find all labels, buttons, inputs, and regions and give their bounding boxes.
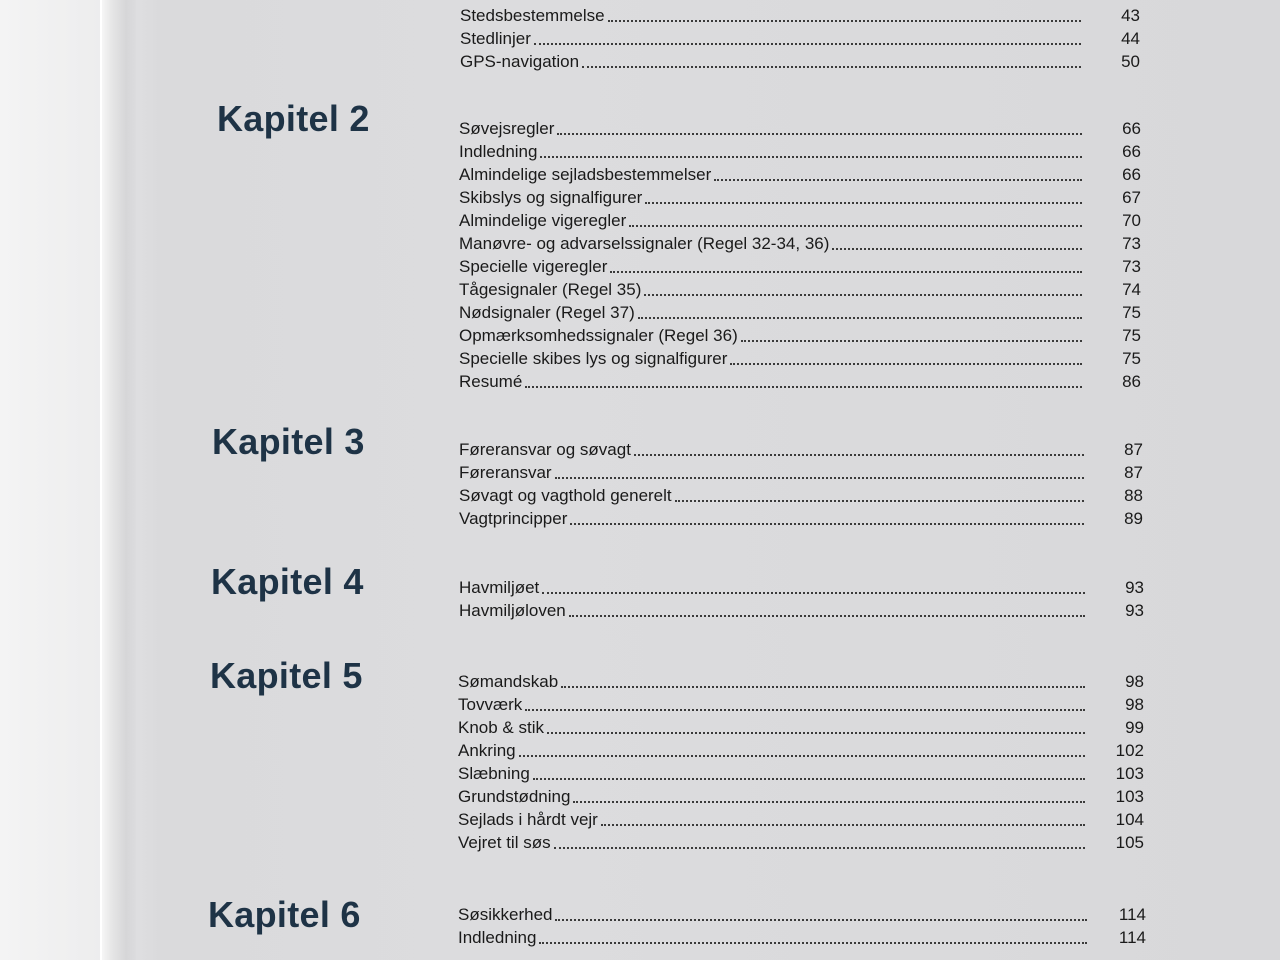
toc-entry-page: 88 — [1124, 486, 1143, 505]
toc-entry — [459, 370, 1141, 392]
toc-entry-page: 66 — [1122, 142, 1141, 161]
toc-entry-page: 75 — [1122, 303, 1141, 322]
toc-entry — [459, 232, 1141, 254]
dot-leader — [561, 686, 1085, 688]
dot-leader — [629, 225, 1082, 227]
toc-entry — [459, 324, 1141, 346]
toc-entry — [458, 926, 1146, 948]
toc-entry-title: Nødsignaler (Regel 37) — [459, 303, 635, 322]
dot-leader — [570, 523, 1084, 525]
toc-entry-page: 70 — [1122, 211, 1141, 230]
toc-entry — [458, 670, 1144, 692]
dot-leader — [638, 317, 1082, 319]
dot-leader — [519, 755, 1085, 757]
toc-entry-page: 93 — [1125, 601, 1144, 620]
toc-entry-title: Havmiljøloven — [459, 601, 566, 620]
toc-entry — [459, 347, 1141, 369]
toc-entry-title: Manøvre- og advarselssignaler (Regel 32-34, 36) — [459, 234, 830, 253]
toc-entry-title: Sejlads i hårdt vejr — [458, 810, 598, 829]
dot-leader — [554, 847, 1085, 849]
toc-entry-page: 98 — [1125, 672, 1144, 691]
toc-entry — [458, 831, 1144, 853]
dot-leader — [714, 179, 1082, 181]
toc-entry-title: Skibslys og signalfigurer — [459, 188, 643, 207]
toc-entry — [460, 27, 1140, 49]
toc-entry-title: Vejret til søs — [458, 833, 551, 852]
dot-leader — [634, 454, 1084, 456]
toc-entry-page: 44 — [1121, 29, 1140, 48]
toc-entry-title: Indledning — [458, 928, 537, 947]
toc-entry — [458, 903, 1146, 925]
toc-entry — [459, 140, 1141, 162]
toc-entry-page: 98 — [1125, 695, 1144, 714]
toc-entry-page: 73 — [1122, 257, 1141, 276]
toc-entry-page: 75 — [1122, 349, 1141, 368]
dot-leader — [730, 363, 1082, 365]
toc-entry — [459, 278, 1141, 300]
toc-entry — [459, 507, 1143, 529]
chapter-heading: Kapitel 2 — [217, 98, 370, 139]
toc-entry-title: Slæbning — [458, 764, 530, 783]
toc-entry-title: Vagtprincipper — [459, 509, 568, 528]
toc-entry-page: 67 — [1122, 188, 1141, 207]
toc-entry-title: Søvagt og vagthold generelt — [459, 486, 672, 505]
toc-entry — [460, 50, 1140, 72]
toc-entry-page: 89 — [1124, 509, 1143, 528]
toc-entry — [458, 785, 1144, 807]
dot-leader — [539, 942, 1087, 944]
toc-entry-title: Stedsbestemmelse — [460, 6, 605, 25]
dot-leader — [582, 66, 1081, 68]
toc-entry-title: Havmiljøet — [459, 578, 540, 597]
toc-entry-title: Føreransvar og søvagt — [459, 440, 631, 459]
toc-entry-page: 103 — [1115, 764, 1144, 783]
dot-leader — [675, 500, 1084, 502]
toc-entry — [459, 209, 1141, 231]
toc-entry-title: Føreransvar — [459, 463, 552, 482]
toc-entry-page: 104 — [1115, 810, 1144, 829]
dot-leader — [601, 824, 1085, 826]
toc-entry — [458, 808, 1144, 830]
toc-entry — [459, 576, 1144, 598]
toc-entry — [459, 461, 1143, 483]
toc-entry-title: Søvejsregler — [459, 119, 555, 138]
chapter-heading: Kapitel 4 — [211, 561, 364, 602]
toc-entry — [458, 739, 1144, 761]
dot-leader — [608, 20, 1081, 22]
toc-entry-page: 93 — [1125, 578, 1144, 597]
dot-leader — [832, 248, 1082, 250]
toc-entry-title: Tovværk — [458, 695, 523, 714]
toc-entry-page: 74 — [1122, 280, 1141, 299]
dot-leader — [533, 778, 1085, 780]
toc-entry-title: Ankring — [458, 741, 516, 760]
dot-leader — [542, 592, 1085, 594]
dot-leader — [525, 709, 1085, 711]
dot-leader — [555, 477, 1084, 479]
toc-entry — [459, 255, 1141, 277]
toc-entry-title: Grundstødning — [458, 787, 571, 806]
toc-entry-page: 87 — [1124, 463, 1143, 482]
page-binding — [100, 0, 136, 960]
toc-entry-page: 75 — [1122, 326, 1141, 345]
toc-entry — [459, 186, 1141, 208]
toc-entry-page: 105 — [1115, 833, 1144, 852]
toc-entry-page: 103 — [1115, 787, 1144, 806]
dot-leader — [540, 156, 1082, 158]
toc-entry-title: Tågesignaler (Regel 35) — [459, 280, 642, 299]
dot-leader — [547, 732, 1085, 734]
toc-entry-title: Almindelige vigeregler — [459, 211, 627, 230]
toc-entry-page: 114 — [1118, 928, 1146, 947]
toc-entry-title: Specielle skibes lys og signalfigurer — [459, 349, 728, 368]
toc-entry-title: Knob & stik — [458, 718, 544, 737]
dot-leader — [555, 919, 1087, 921]
chapter-heading: Kapitel 3 — [212, 421, 365, 462]
dot-leader — [610, 271, 1082, 273]
dot-leader — [569, 615, 1085, 617]
toc-entry-title: Sømandskab — [458, 672, 559, 691]
toc-entry-page: 66 — [1122, 165, 1141, 184]
chapter-heading: Kapitel 6 — [208, 894, 361, 935]
toc-entry — [459, 301, 1141, 323]
dot-leader — [741, 340, 1082, 342]
toc-entry — [458, 693, 1144, 715]
toc-entry — [458, 762, 1144, 784]
toc-entry-title: Indledning — [459, 142, 538, 161]
dot-leader — [644, 294, 1082, 296]
toc-entry — [460, 4, 1140, 26]
dot-leader — [534, 43, 1081, 45]
toc-entry — [459, 438, 1143, 460]
toc-entry — [458, 716, 1144, 738]
toc-entry-page: 73 — [1122, 234, 1141, 253]
toc-entry-title: Opmærksomhedssignaler (Regel 36) — [459, 326, 738, 345]
toc-entry-page: 87 — [1124, 440, 1143, 459]
toc-entry-title: Resumé — [459, 372, 523, 391]
toc-entry-title: Almindelige sejladsbestemmelser — [459, 165, 712, 184]
toc-entry-page: 86 — [1122, 372, 1141, 391]
toc-entry — [459, 484, 1143, 506]
dot-leader — [525, 386, 1082, 388]
toc-entry-title: Stedlinjer — [460, 29, 531, 48]
dot-leader — [557, 133, 1082, 135]
toc-entry-page: 99 — [1125, 718, 1144, 737]
toc-entry-title: Søsikkerhed — [458, 905, 553, 924]
toc-entry-title: Specielle vigeregler — [459, 257, 608, 276]
toc-entry — [459, 117, 1141, 139]
toc-entry-page: 50 — [1121, 52, 1140, 71]
toc-entry — [459, 163, 1141, 185]
toc-entry-page: 102 — [1115, 741, 1144, 760]
toc-entry-title: GPS-navigation — [460, 52, 580, 71]
chapter-heading: Kapitel 5 — [210, 655, 363, 696]
toc-entry-page: 66 — [1122, 119, 1141, 138]
toc-entry-page: 114 — [1118, 905, 1146, 924]
dot-leader — [645, 202, 1082, 204]
toc-entry — [459, 599, 1144, 621]
dot-leader — [573, 801, 1085, 803]
toc-entry-page: 43 — [1121, 6, 1140, 25]
